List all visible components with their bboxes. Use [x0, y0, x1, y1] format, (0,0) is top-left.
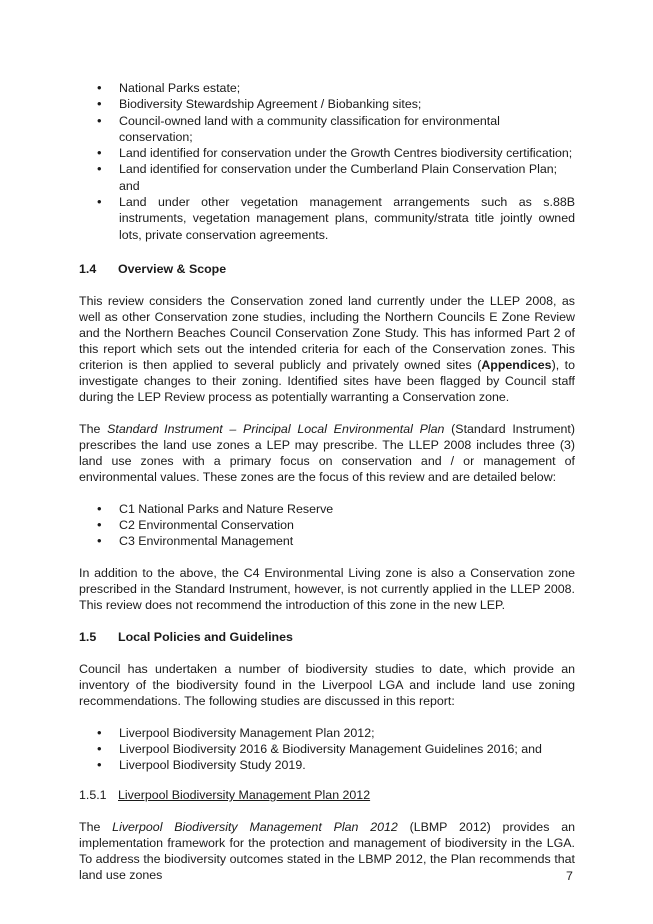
standard-instrument-title: Standard Instrument – Principal Local Environmental Plan [107, 421, 445, 436]
c4-zone-paragraph: In addition to the above, the C4 Environmental Living zone is also a Conservation zone prescribed in the Standard Instrument, however, is not currently applied in the LLEP 2008. This review does not recommend the introduction of this zone in the new LEP. [79, 565, 575, 612]
page-content [79, 80, 575, 883]
section-title: Liverpool Biodiversity Management Plan 2012 [118, 787, 371, 802]
section-heading-1-5-1 [79, 787, 575, 803]
appendices-term: Appendices [481, 357, 552, 372]
section-heading-1-5 [79, 629, 575, 645]
list-item: • Liverpool Biodiversity Study 2019. [79, 757, 575, 773]
section-heading-1-4 [79, 261, 575, 277]
list-item: • C2 Environmental Conservation [79, 517, 575, 533]
section-number: 1.5 [79, 629, 97, 644]
section-number: 1.5.1 [79, 787, 107, 802]
standard-instrument-paragraph: The Standard Instrument – Principal Local Environmental Plan (Standard Instrument) prescribes the land use zones a LEP may prescribe. The LLEP 2008 includes three (3) land use zones with a primary focus on conservation and / or management of environmental values. These zones are the focus of this review and are detailed below: [79, 421, 576, 484]
overview-paragraph: This review considers the Conservation zoned land currently under the LLEP 2008, as well as other Conservation zone studies, including the Northern Councils E Zone Review and the Northern Beaches Council Conservation Zone Study. This has informed Part 2 of this report which sets out the intended criteria for each of the Conservation zones. This criterion is then applied to several publicly and privately owned sites (Appendices), to investigate changes to their zoning. Identified sites have been flagged by Council staff during the LEP Review process as potentially warranting a Conservation zone. [79, 293, 575, 404]
conservation-land-list [79, 80, 575, 243]
list-item: • Land under other vegetation management arrangements such as s.88B instruments, vegetation management plans, community/strata title jointly owned lots, private conservation agreements. [79, 194, 575, 243]
local-policies-paragraph: Council has undertaken a number of biodiversity studies to date, which provide an inventory of the biodiversity found in the Liverpool LGA and include land use zoning recommendations. The following studies are discussed in this report: [79, 661, 575, 708]
section-number: 1.4 [79, 261, 97, 276]
list-item: • Liverpool Biodiversity 2016 & Biodiversity Management Guidelines 2016; and [79, 741, 575, 757]
list-item: • Liverpool Biodiversity Management Plan 2012; [79, 725, 575, 741]
lbmp-title: Liverpool Biodiversity Management Plan 2012 [112, 819, 398, 834]
section-title: Overview & Scope [118, 261, 227, 276]
list-item: • Council-owned land with a community classification for environmental conservation; [79, 113, 575, 146]
list-item: • Land identified for conservation under the Cumberland Plain Conservation Plan; and [79, 161, 575, 194]
list-item: • National Parks estate; [79, 80, 575, 96]
list-item: • C3 Environmental Management [79, 533, 575, 549]
list-item: • Land identified for conservation under the Growth Centres biodiversity certification; [79, 145, 575, 161]
lbmp-paragraph: The Liverpool Biodiversity Management Plan 2012 (LBMP 2012) provides an implementation framework for the protection and management of biodiversity in the LGA. To address the biodiversity outcomes stated in the LBMP 2012, the Plan recommends that land use zones [79, 819, 575, 882]
section-title: Local Policies and Guidelines [118, 629, 293, 644]
page-number: 7 [566, 869, 573, 883]
zones-list [79, 501, 575, 549]
list-item: • C1 National Parks and Nature Reserve [79, 501, 575, 517]
studies-list [79, 725, 575, 773]
list-item: • Biodiversity Stewardship Agreement / Biobanking sites; [79, 96, 575, 112]
